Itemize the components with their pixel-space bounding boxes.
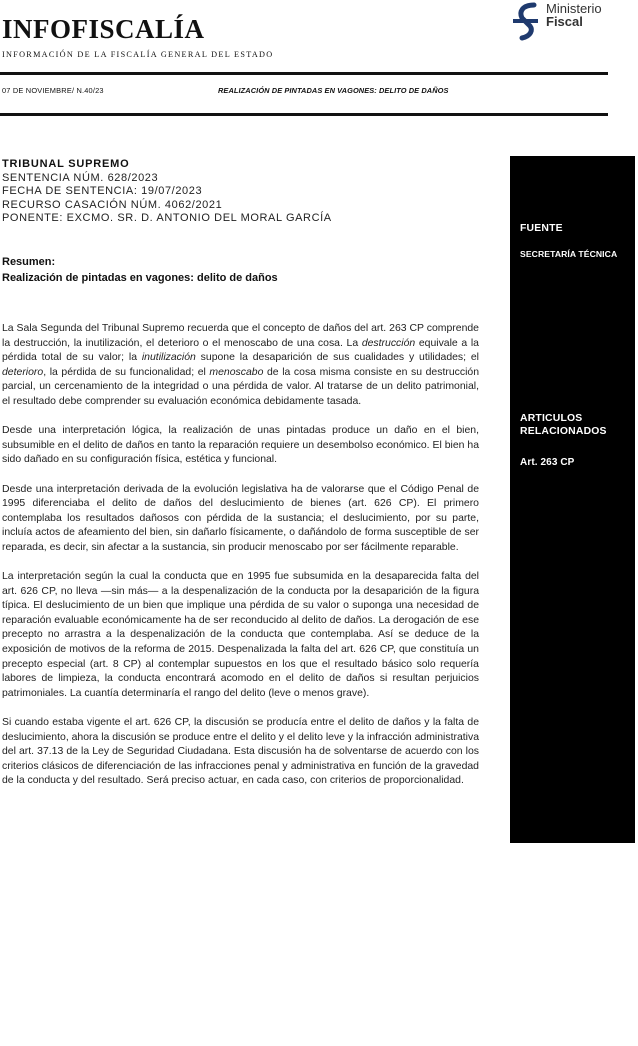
top-rule: [0, 72, 608, 75]
ministerio-fiscal-logo: [510, 2, 610, 42]
sentence-number: SENTENCIA NÚM. 628/2023: [2, 171, 159, 184]
bottom-rule: [0, 113, 608, 116]
related-heading-line-2: RELACIONADOS: [520, 426, 607, 437]
issue-topic: REALIZACIÓN DE PINTADAS EN VAGONES: DELITO DE DAÑOS: [218, 86, 449, 95]
logo-line-2: Fiscal: [546, 14, 583, 29]
sentence-metadata: [2, 158, 482, 226]
paragraph-4: La interpretación según la cual la conducta que en 1995 fue subsumida en la desaparecida falta del art. 626 CP, no lleva —sin más— a la despenalización de la conducta por la desaparición de la figura típica. El deslucimiento de un bien que implique una pérdida de su valor o suponga una necesidad de reparación evaluable económicamente ha de ser reconducido al delito de daños. La derogación de ese precepto no arrastra a la despenalización de la conducta que contemplaba. Así se deduce de la exposición de motivos de la reforma de 2015. Despenalizada la falta del art. 626 CP, que constituía un precepto especial (art. 8 CP) al contemplar supuestos en los que el resultado básico solo requería labores de limpieza, la conducta encontrará acomodo en el delito de daños si resultan perjuicios patrimoniales. La cuantía determinaría el rango del delito (leve o menos grave).: [2, 571, 479, 699]
logo-line-1: Ministerio: [546, 1, 602, 16]
source-heading: FUENTE: [520, 223, 563, 234]
sidebar: [510, 156, 635, 843]
summary: [2, 255, 482, 286]
appeal-number: RECURSO CASACIÓN NÚM. 4062/2021: [2, 198, 223, 211]
related-heading-line-1: ARTICULOS: [520, 413, 583, 424]
summary-text: Realización de pintadas en vagones: delito de daños: [2, 271, 278, 284]
article-body: [2, 322, 479, 804]
logo-text: [546, 2, 602, 28]
term-menoscabo: menoscabo: [209, 366, 264, 378]
term-deterioro: deterioro: [2, 366, 44, 378]
court-name: TRIBUNAL SUPREMO: [2, 158, 130, 170]
sentence-date: FECHA DE SENTENCIA: 19/07/2023: [2, 185, 203, 198]
rapporteur: PONENTE: EXCMO. SR. D. ANTONIO DEL MORAL GARCÍA: [2, 212, 332, 225]
issue-date: 07 DE NOVIEMBRE/ N.40/23: [2, 86, 104, 95]
related-heading: [520, 412, 607, 438]
source-value: SECRETARÍA TÉCNICA: [520, 249, 618, 259]
paragraph-5: Si cuando estaba vigente el art. 626 CP, la discusión se producía entre el delito de daños y la falta de deslucimiento, ahora la discusión se produce entre el delito y el delito leve y la infracción administrativa del art. 37.13 de la Ley de Seguridad Ciudadana. Esta discusión ha de solventarse de acuerdo con los criterios clásicos de diferenciación de las infracciones penal y administrativa en función de la gravedad de la conducta y del resultado. Será preciso actuar, en cada caso, con criterios de proporcionalidad.: [2, 717, 479, 787]
term-destruccion: destrucción: [361, 337, 416, 349]
paragraph-2: Desde una interpretación lógica, la realización de unas pintadas produce un daño en el bien, subsumible en el delito de daños en tanto la reparación requiere un desembolso económico. El bien ha sido dañado en su configuración física, estética y funcional.: [2, 425, 479, 466]
ministerio-fiscal-emblem-icon: [510, 2, 542, 42]
paragraph-1: La Sala Segunda del Tribunal Supremo recuerda que el concepto de daños del art. 263 CP comprende la destrucción, la inutilización, el deterioro o el menoscabo de una cosa. La destrucción equivale a la pérdida total de su valor; la inutilización supone la desaparición de sus cualidades y utilidades; el deterioro, la pérdida de su funcionalidad; el menoscabo de la cosa misma consiste en su destrucción parcial, un cercenamiento de la integridad o una pérdida de valor. Al tratarse de un delito patrimonial, el resultado debe comprender su evaluación económica debidamente tasada.: [2, 323, 480, 407]
paragraph-3: Desde una interpretación derivada de la evolución legislativa ha de valorarse que el Código Penal de 1995 diferenciaba el delito de daños del deslucimiento de bienes (art. 626 CP). El primero contemplaba los resultados dañosos con pérdida de la sustancia; el deslucimiento, por su parte, incluía actos de afeamiento del bien, sin dañarlo físicamente, o dañándolo de forma susceptible de ser reparada, es decir, sin afectar a la sustancia, sin producir menoscabo por ser fácilmente reparable.: [2, 483, 479, 553]
related-article[interactable]: Art. 263 CP: [520, 457, 575, 468]
brand-title: INFOFISCALÍA: [2, 14, 205, 44]
brand-subtitle: INFORMACIÓN DE LA FISCALÍA GENERAL DEL ESTADO: [2, 50, 274, 59]
summary-label: Resumen:: [2, 256, 56, 268]
term-inutilizacion: inutilización: [141, 352, 196, 364]
